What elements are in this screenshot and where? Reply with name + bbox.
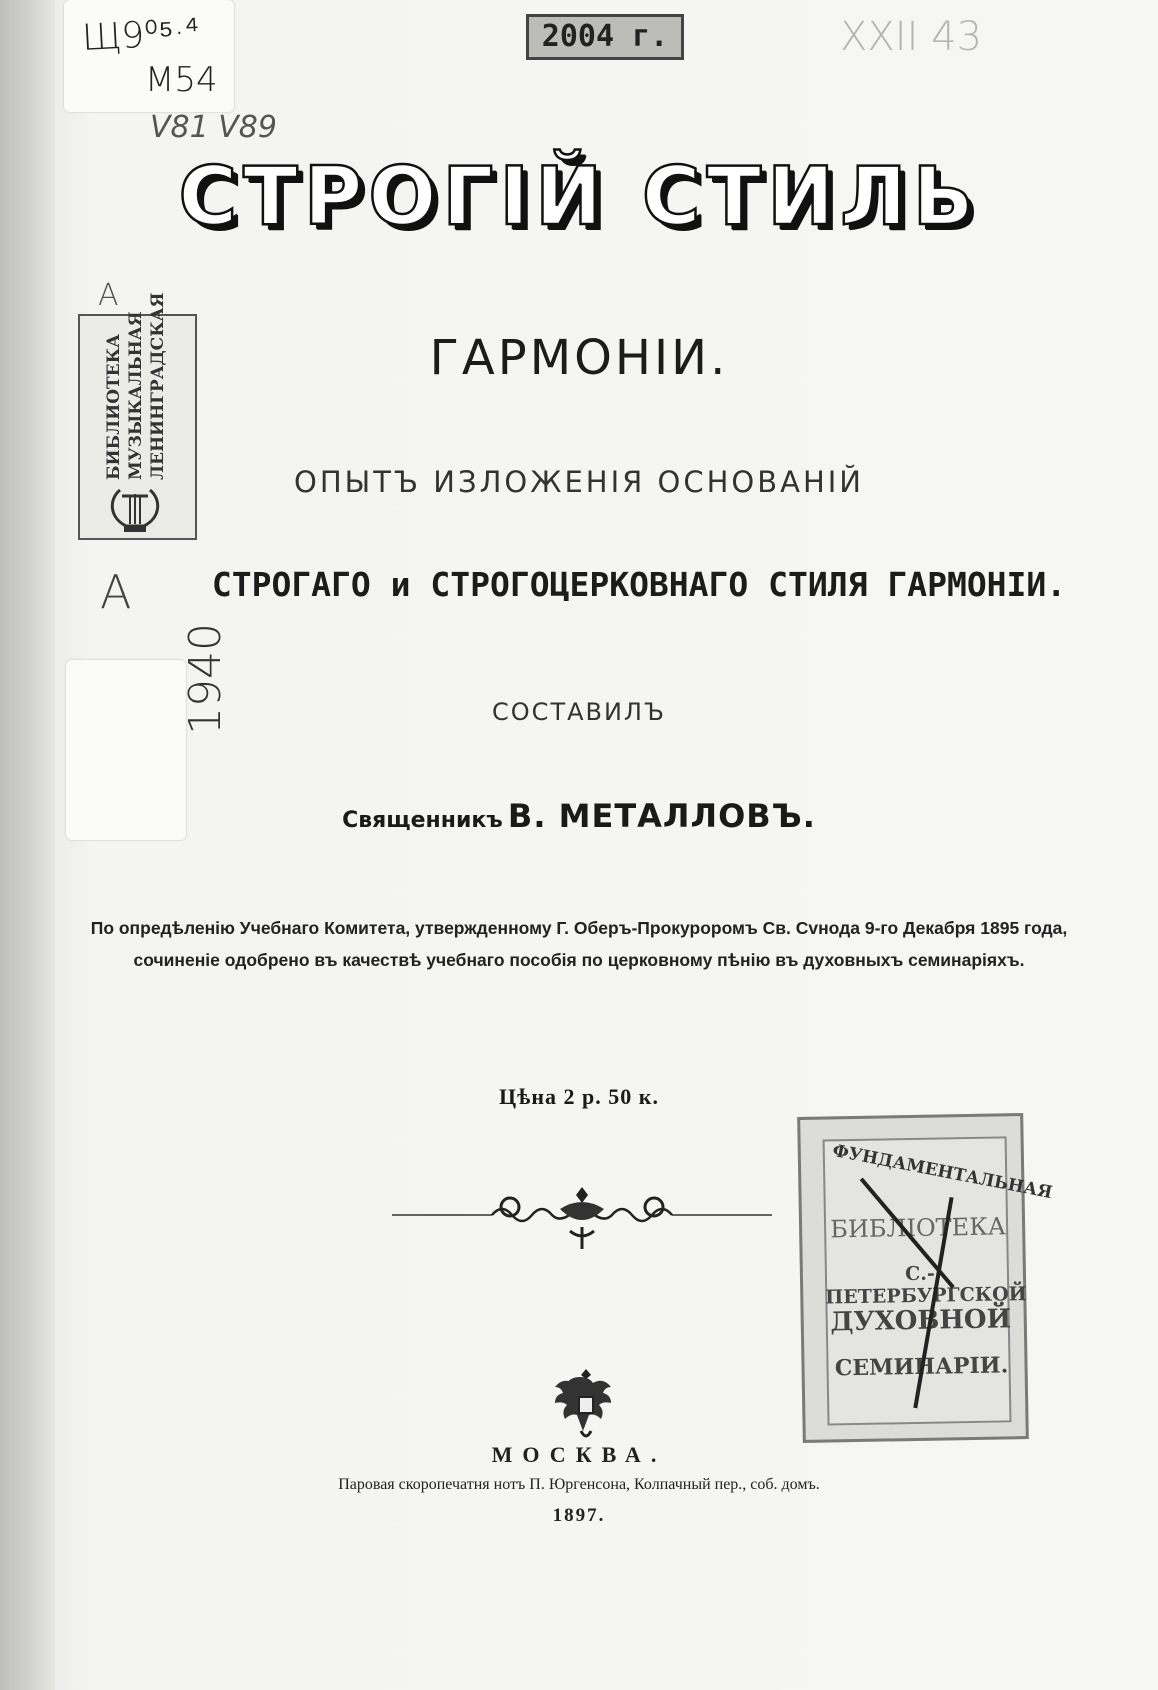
author-prefix: Священникъ bbox=[342, 808, 503, 833]
margin-letter-a-top: А bbox=[98, 278, 119, 313]
title-second-line: ГАРМОНІИ. bbox=[429, 330, 729, 386]
approval-line2: сочиненіе одобрено въ качествѣ учебнаго пособія по церковному пѣнію въ духовныхъ семинаріяхъ. bbox=[133, 950, 1025, 970]
leningrad-stamp-line3: БИБЛИОТЕКА bbox=[104, 334, 124, 480]
imprint-printer: Паровая скоропечатня нотъ П. Юргенсона, Колпачный пер., соб. домъ. bbox=[338, 1476, 820, 1493]
seminary-library-stamp bbox=[797, 1113, 1054, 1443]
seminary-stamp-line5: СЕМИНАРІИ. bbox=[834, 1352, 1009, 1382]
author-name: В. МЕТАЛЛОВЪ. bbox=[507, 797, 816, 835]
lyre-icon bbox=[100, 482, 170, 534]
handwritten-note: V81 V89 bbox=[150, 110, 277, 145]
leningrad-stamp-line1: ЛЕНИНГРАДСКАЯ bbox=[148, 292, 168, 480]
imprint-city: МОСКВА. bbox=[491, 1442, 667, 1467]
book-spine-edge bbox=[0, 0, 55, 1690]
main-title: СТРОГІЙ СТИЛЬ bbox=[178, 150, 980, 243]
margin-letter-a: А bbox=[100, 565, 132, 619]
shelfmark-line1: Щ9⁰⁵·⁴ bbox=[81, 11, 201, 60]
ornament-divider-icon bbox=[382, 1175, 782, 1255]
compiled-by-label: СОСТАВИЛЪ bbox=[492, 698, 666, 726]
shelfmark-line2: М54 bbox=[145, 60, 218, 100]
subtitle-line1: ОПЫТЪ ИЗЛОЖЕНІЯ ОСНОВАНІЙ bbox=[294, 465, 864, 499]
approval-line1: По опредѣленію Учебнаго Комитета, утвержденному Г. Оберъ-Прокуроромъ Св. Сvнода 9-го Декабря 1895 года, bbox=[90, 918, 1068, 938]
subtitle-line2: СТРОГАГО и СТРОГОЦЕРКОВНАГО СТИЛЯ ГАРМОНІИ. bbox=[211, 565, 1067, 604]
seminary-stamp-line3: С.-ПЕТЕРБУРГСКОЙ bbox=[825, 1262, 1027, 1309]
author-line bbox=[0, 797, 1158, 835]
seminary-stamp-line4: ДУХОВНОЙ bbox=[830, 1304, 1012, 1338]
seminary-stamp-line1: ФУНДАМЕНТАЛЬНАЯ bbox=[830, 1140, 1054, 1204]
date-stamp bbox=[526, 14, 684, 60]
cancel-mark-icon bbox=[800, 1116, 1054, 1440]
seminary-stamp-line2: БИБЛІОТЕКА bbox=[830, 1212, 1007, 1244]
price: Цѣна 2 р. 50 к. bbox=[499, 1084, 659, 1109]
leningrad-library-stamp bbox=[78, 292, 197, 540]
handwritten-year-note: 1940 bbox=[180, 623, 231, 735]
date-stamp-text: 2004 г. bbox=[541, 19, 669, 54]
handwritten-top-right: XXII 43 bbox=[840, 14, 983, 60]
leningrad-stamp-line2: МУЗЫКАЛЬНАЯ bbox=[126, 311, 146, 480]
approval-text bbox=[0, 912, 1158, 976]
double-headed-eagle-icon bbox=[551, 1365, 621, 1445]
imprint-year: 1897. bbox=[552, 1505, 606, 1526]
